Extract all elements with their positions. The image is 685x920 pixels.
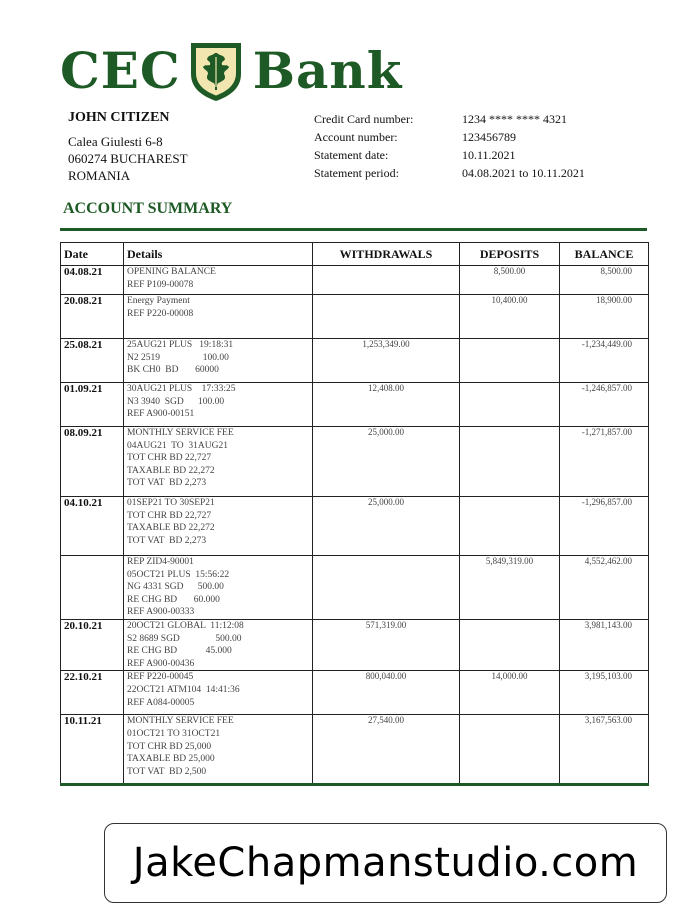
table-row: [61, 383, 649, 427]
detail-line: 01OCT21 TO 31OCT21: [127, 728, 221, 739]
row-balance: 8,500.00: [560, 266, 649, 295]
row-balance: 3,195,103.00: [560, 671, 649, 715]
detail-line: TAXABLE BD 25,000: [127, 754, 215, 765]
info-row-account: [314, 128, 585, 146]
logo-text-bank: Bank: [252, 41, 403, 100]
row-deposit: [460, 620, 560, 671]
row-date: 08.09.21: [61, 427, 124, 497]
table-row: [61, 427, 649, 497]
table-row: [61, 556, 649, 620]
row-deposit: [460, 715, 560, 785]
detail-line: REF A900-00151: [127, 409, 195, 420]
detail-line: REP ZID4-90001: [127, 557, 194, 567]
row-details: [124, 295, 313, 339]
row-details: [124, 497, 313, 556]
detail-line: 04AUG21 TO 31AUG21: [127, 440, 228, 451]
header-date: Date: [61, 243, 124, 266]
table-row: [61, 339, 649, 383]
row-balance: 3,981,143.00: [560, 620, 649, 671]
detail-line: RE CHG BD 45.000: [127, 646, 232, 657]
detail-line: RE CHG BD 60.000: [127, 594, 220, 605]
info-row-card: [314, 110, 585, 128]
detail-line: TOT CHR BD 22,727: [127, 453, 212, 464]
detail-line: OPENING BALANCE: [127, 267, 216, 277]
logo-text-cec: CEC: [60, 41, 181, 100]
info-label: Credit Card number:: [314, 111, 414, 126]
oak-leaf-shield-icon: [189, 40, 243, 102]
row-withdrawal: 25,000.00: [313, 427, 460, 497]
row-withdrawal: [313, 295, 460, 339]
info-value: 1234 **** **** 4321: [462, 111, 567, 126]
row-deposit: [460, 383, 560, 427]
table-row: [61, 295, 649, 339]
detail-line: 01SEP21 TO 30SEP21: [127, 498, 215, 508]
info-value: 04.08.2021 to 10.11.2021: [462, 165, 585, 180]
detail-line: TOT CHR BD 22,727: [127, 510, 212, 521]
detail-line: REF P109-00078: [127, 279, 194, 290]
row-balance: 18,900.00: [560, 295, 649, 339]
row-withdrawal: 1,253,349.00: [313, 339, 460, 383]
table-body: [61, 266, 649, 785]
detail-line: TAXABLE BD 22,272: [127, 465, 215, 476]
row-balance: -1,296,857.00: [560, 497, 649, 556]
row-deposit: 14,000.00: [460, 671, 560, 715]
row-deposit: [460, 497, 560, 556]
address-line: Calea Giulesti 6-8: [68, 134, 163, 149]
table-row: [61, 715, 649, 785]
info-label: Account number:: [314, 129, 398, 144]
header-withdrawals: WITHDRAWALS: [313, 243, 460, 266]
row-balance: -1,271,857.00: [560, 427, 649, 497]
detail-line: Energy Payment: [127, 296, 190, 306]
row-date: 25.08.21: [61, 339, 124, 383]
row-date: 04.10.21: [61, 497, 124, 556]
row-details: [124, 266, 313, 295]
row-deposit: [460, 339, 560, 383]
row-details: [124, 339, 313, 383]
row-details: [124, 715, 313, 785]
watermark: JakeChapmanstudio.com: [104, 823, 667, 903]
address-line: ROMANIA: [68, 168, 131, 183]
info-row-date: [314, 146, 585, 164]
detail-line: TOT VAT BD 2,273: [127, 535, 207, 546]
detail-line: 25AUG21 PLUS 19:18:31: [127, 340, 234, 350]
detail-line: REF A900-00333: [127, 607, 195, 618]
row-deposit: 8,500.00: [460, 266, 560, 295]
divider: [60, 228, 647, 231]
row-details: [124, 427, 313, 497]
detail-line: TOT VAT BD 2,500: [127, 766, 207, 777]
row-details: [124, 383, 313, 427]
header-details: Details: [124, 243, 313, 266]
detail-line: 30AUG21 PLUS 17:33:25: [127, 384, 236, 394]
row-deposit: 5,849,319.00: [460, 556, 560, 620]
detail-line: REF A084-00005: [127, 697, 195, 708]
row-withdrawal: 25,000.00: [313, 497, 460, 556]
row-withdrawal: 27,540.00: [313, 715, 460, 785]
detail-line: TOT CHR BD 25,000: [127, 741, 212, 752]
detail-line: NG 4331 SGD 500.00: [127, 582, 224, 593]
customer-name: JOHN CITIZEN: [68, 110, 170, 125]
statement-info: [314, 110, 585, 182]
info-label: Statement period:: [314, 165, 399, 180]
row-details: [124, 556, 313, 620]
detail-line: N2 2519 100.00: [127, 352, 229, 363]
row-details: [124, 671, 313, 715]
row-deposit: 10,400.00: [460, 295, 560, 339]
detail-line: MONTHLY SERVICE FEE: [127, 716, 234, 727]
row-date: 20.10.21: [61, 620, 124, 671]
row-withdrawal: 571,319.00: [313, 620, 460, 671]
detail-line: S2 8689 SGD 500.00: [127, 633, 242, 644]
header-deposits: DEPOSITS: [460, 243, 560, 266]
row-withdrawal: [313, 556, 460, 620]
section-title: ACCOUNT SUMMARY: [63, 200, 233, 217]
row-date: 04.08.21: [61, 266, 124, 295]
detail-line: N3 3940 SGD 100.00: [127, 396, 225, 407]
address-line: 060274 BUCHAREST: [68, 151, 188, 166]
row-date: 20.08.21: [61, 295, 124, 339]
detail-line: 22OCT21 ATM104 14:41:36: [127, 684, 240, 695]
row-balance: 3,167,563.00: [560, 715, 649, 785]
row-withdrawal: 12,408.00: [313, 383, 460, 427]
detail-line: BK CH0 BD 60000: [127, 365, 219, 376]
detail-line: REF P220-00008: [127, 308, 194, 319]
statement-table: [60, 242, 649, 786]
detail-line: TOT VAT BD 2,273: [127, 478, 207, 489]
info-value: 10.11.2021: [462, 147, 516, 162]
detail-line: REF A900-00436: [127, 658, 195, 669]
detail-line: 05OCT21 PLUS 15:56:22: [127, 569, 230, 580]
row-balance: 4,552,462.00: [560, 556, 649, 620]
header-balance: BALANCE: [560, 243, 649, 266]
row-details: [124, 620, 313, 671]
bank-logo: [60, 40, 402, 102]
row-deposit: [460, 427, 560, 497]
detail-line: MONTHLY SERVICE FEE: [127, 428, 234, 438]
row-withdrawal: [313, 266, 460, 295]
info-row-period: [314, 164, 585, 182]
info-label: Statement date:: [314, 147, 389, 162]
detail-line: TAXABLE BD 22,272: [127, 523, 215, 534]
table-row: [61, 497, 649, 556]
detail-line: REF P220-00045: [127, 672, 194, 683]
customer-address-block: [68, 109, 188, 184]
row-date: 10.11.21: [61, 715, 124, 785]
row-date: 22.10.21: [61, 671, 124, 715]
info-value: 123456789: [462, 129, 516, 144]
row-balance: -1,246,857.00: [560, 383, 649, 427]
table-header-row: [61, 243, 649, 266]
table-row: [61, 620, 649, 671]
detail-line: 20OCT21 GLOBAL 11:12:08: [127, 621, 244, 631]
row-date: [61, 556, 124, 620]
row-balance: -1,234,449.00: [560, 339, 649, 383]
row-date: 01.09.21: [61, 383, 124, 427]
table-row: [61, 266, 649, 295]
row-withdrawal: 800,040.00: [313, 671, 460, 715]
table-row: [61, 671, 649, 715]
